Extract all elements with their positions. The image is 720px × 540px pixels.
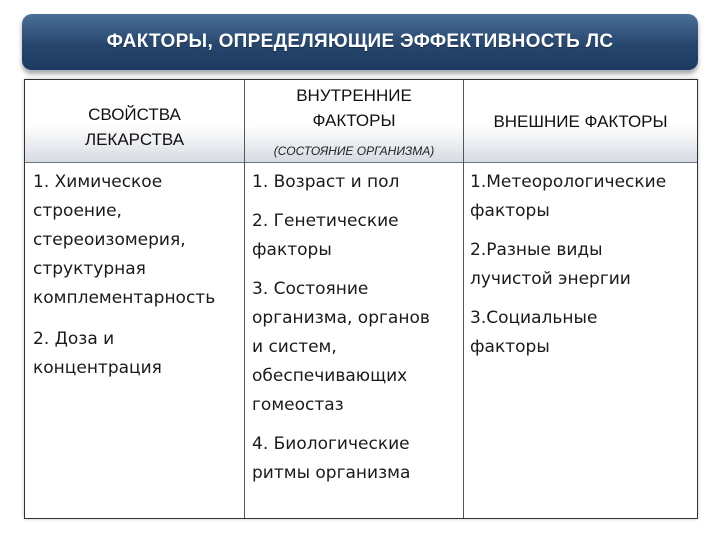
- column-internal-factors: [252, 168, 462, 488]
- list-item: 1. Возраст и пол: [252, 172, 400, 192]
- header-subtitle: (СОСТОЯНИЕ ОРГАНИЗМА): [273, 144, 435, 158]
- list-item: 3. Состояние организма, органов и систем, обеспечивающих гомеостаз: [252, 279, 430, 415]
- header-internal-factors: [245, 80, 463, 162]
- list-item: 1.Метеорологические факторы: [470, 172, 667, 221]
- column-external-factors: [470, 168, 696, 362]
- header-label: ВНУТРЕННИЕ ФАКТОРЫ: [296, 86, 412, 130]
- factors-table: [24, 79, 698, 519]
- header-label: СВОЙСТВА ЛЕКАРСТВА: [84, 105, 185, 149]
- header-external-factors: [464, 80, 697, 166]
- list-item: 4. Биологические ритмы организма: [252, 434, 411, 483]
- list-item: 2. Генетические факторы: [252, 211, 399, 260]
- page-title: ФАКТОРЫ, ОПРЕДЕЛЯЮЩИЕ ЭФФЕКТИВНОСТЬ ЛС: [106, 31, 614, 52]
- header-drug-properties: [25, 80, 244, 168]
- header-label: ВНЕШНИЕ ФАКТОРЫ: [493, 111, 668, 131]
- list-item: 2.Разные виды лучистой энергии: [470, 240, 631, 289]
- column-drug-properties: [33, 168, 243, 383]
- list-item: 2. Доза и концентрация: [33, 329, 162, 378]
- list-item: 1. Химическое строение, стереоизомерия, структурная комплементарность: [33, 172, 216, 308]
- list-item: 3.Социальные факторы: [470, 308, 598, 357]
- title-bar: [22, 14, 698, 71]
